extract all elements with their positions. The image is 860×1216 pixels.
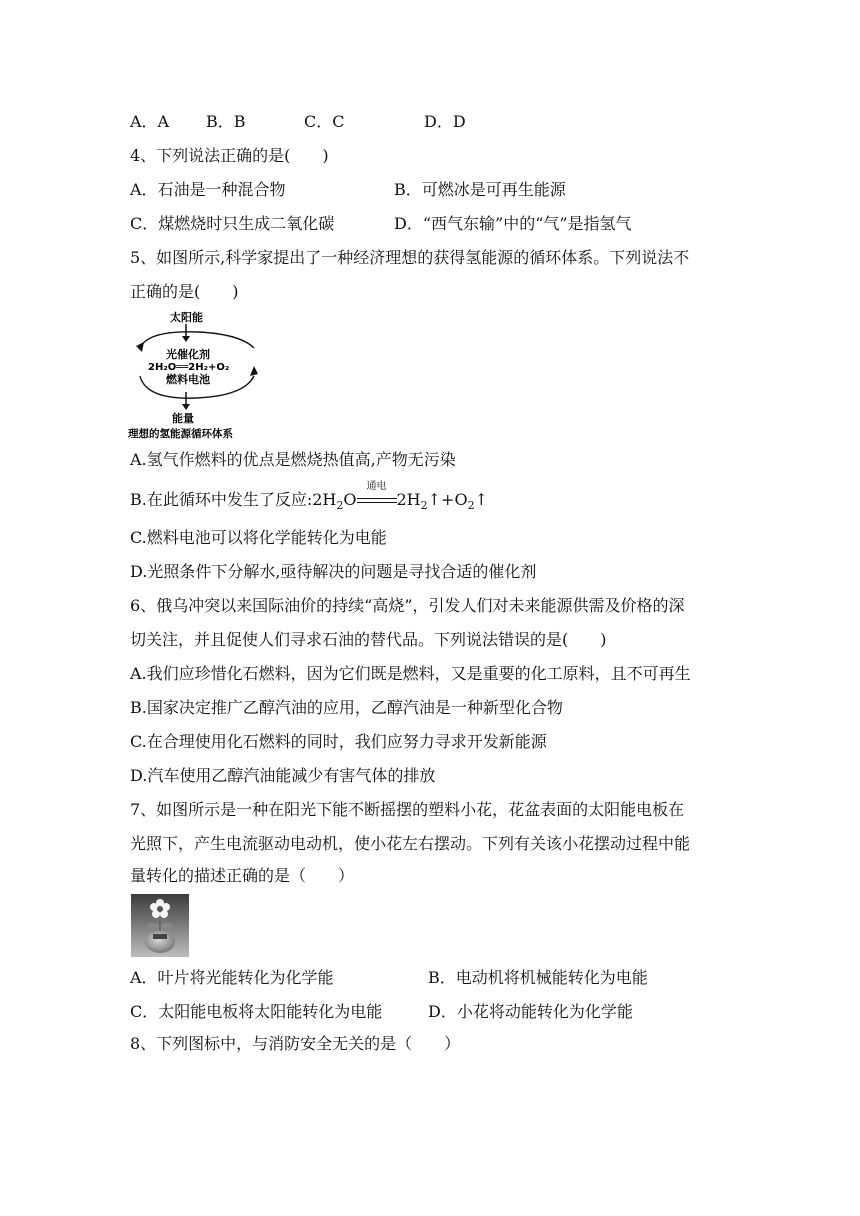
q3-option-a: A．A	[130, 112, 170, 131]
q6-option-a: A.我们应珍惜化石燃料，因为它们既是燃料，又是重要的化工原料，且不可再生	[130, 664, 691, 683]
q3-option-d: D．D	[424, 112, 466, 131]
diagram-bottom-label: 能量	[172, 412, 194, 425]
diagram-upper-arc-head	[136, 342, 144, 352]
q7-stem-line2: 光照下，产生电流驱动电动机，使小花左右摆动。下列有关该小花摆动过程中能	[130, 834, 691, 853]
q6-stem-line2: 切关注，并且促使人们寻求石油的替代品。下列说法错误的是( )	[130, 630, 607, 649]
q4-stem: 4、下列说法正确的是( )	[130, 146, 329, 165]
diagram-equation: 2H₂O══2H₂+O₂	[148, 362, 230, 373]
q6-option-d: D.汽车使用乙醇汽油能减少有害气体的排放	[130, 766, 436, 785]
flower-leaf-left	[147, 923, 159, 929]
q5-option-d: D.光照条件下分解水,亟待解决的问题是寻找合适的催化剂	[130, 562, 537, 581]
q5-stem-line1: 5、如图所示,科学家提出了一种经济理想的获得氢能源的循环体系。下列说法不	[130, 248, 690, 267]
q8-stem: 8、下列图标中，与消防安全无关的是（ ）	[130, 1034, 461, 1053]
diagram-upper-arc	[140, 332, 254, 348]
flower-leaf-right	[161, 923, 173, 929]
q7-option-d: D．小花将动能转化为化学能	[428, 1002, 633, 1021]
q5-option-a: A.氢气作燃料的优点是燃烧热值高,产物无污染	[130, 450, 456, 469]
solar-panel	[153, 934, 167, 939]
q7-option-c: C．太阳能电板将太阳能转化为电能	[130, 1002, 383, 1021]
q7-option-b: B．电动机将机械能转化为电能	[428, 968, 648, 987]
diagram-top-label: 太阳能	[170, 311, 203, 324]
q5-option-c: C.燃料电池可以将化学能转化为电能	[130, 528, 387, 547]
q5-stem-line2: 正确的是( )	[130, 282, 239, 301]
q4-option-b: B．可燃冰是可再生能源	[394, 180, 566, 199]
q6-stem-line1: 6、俄乌冲突以来国际油价的持续“高烧”，引发人们对未来能源供需及价格的深	[130, 596, 685, 615]
q7-stem-line3: 量转化的描述正确的是（ ）	[130, 866, 355, 885]
diagram-arrowhead-bottom	[182, 404, 190, 410]
q3-option-c: C．C	[304, 112, 345, 131]
flower-center	[157, 906, 163, 912]
q4-option-a: A．石油是一种混合物	[130, 180, 286, 199]
q6-option-c: C.在合理使用化石燃料的同时，我们应努力寻求开发新能源	[130, 732, 547, 751]
hydrogen-cycle-diagram	[128, 306, 268, 440]
q5-condition-label: 通电	[366, 481, 387, 492]
q7-stem-line1: 7、如图所示是一种在阳光下能不断摇摆的塑料小花，花盆表面的太阳能电板在	[130, 800, 685, 819]
diagram-fuel-cell-label: 燃料电池	[166, 373, 210, 386]
q5-equals-condition	[357, 481, 397, 512]
q4-option-c: C．煤燃烧时只生成二氧化碳	[130, 214, 335, 233]
diagram-catalyst-label: 光催化剂	[166, 348, 210, 361]
q5-option-b: B.在此循环中发生了反应$:2H_2O$ 通电 $2H_2↑+O_2↑$	[130, 488, 488, 518]
q4-option-d: D．“西气东输”中的“气”是指氢气	[394, 214, 632, 233]
q7-option-a: A．叶片将光能转化为化学能	[130, 968, 334, 987]
q5-option-b-prefix: B.在此循环中发生了反应:2H	[130, 490, 337, 509]
diagram-caption: 理想的氢能源循环体系	[128, 428, 233, 440]
diagram-arrowhead-top	[182, 336, 190, 342]
solar-flower-photo	[131, 894, 189, 957]
q6-option-b: B.国家决定推广乙醇汽油的应用，乙醇汽油是一种新型化合物	[130, 698, 563, 717]
diagram-lower-arc-head	[250, 366, 258, 376]
q3-option-b: B．B	[206, 112, 246, 131]
